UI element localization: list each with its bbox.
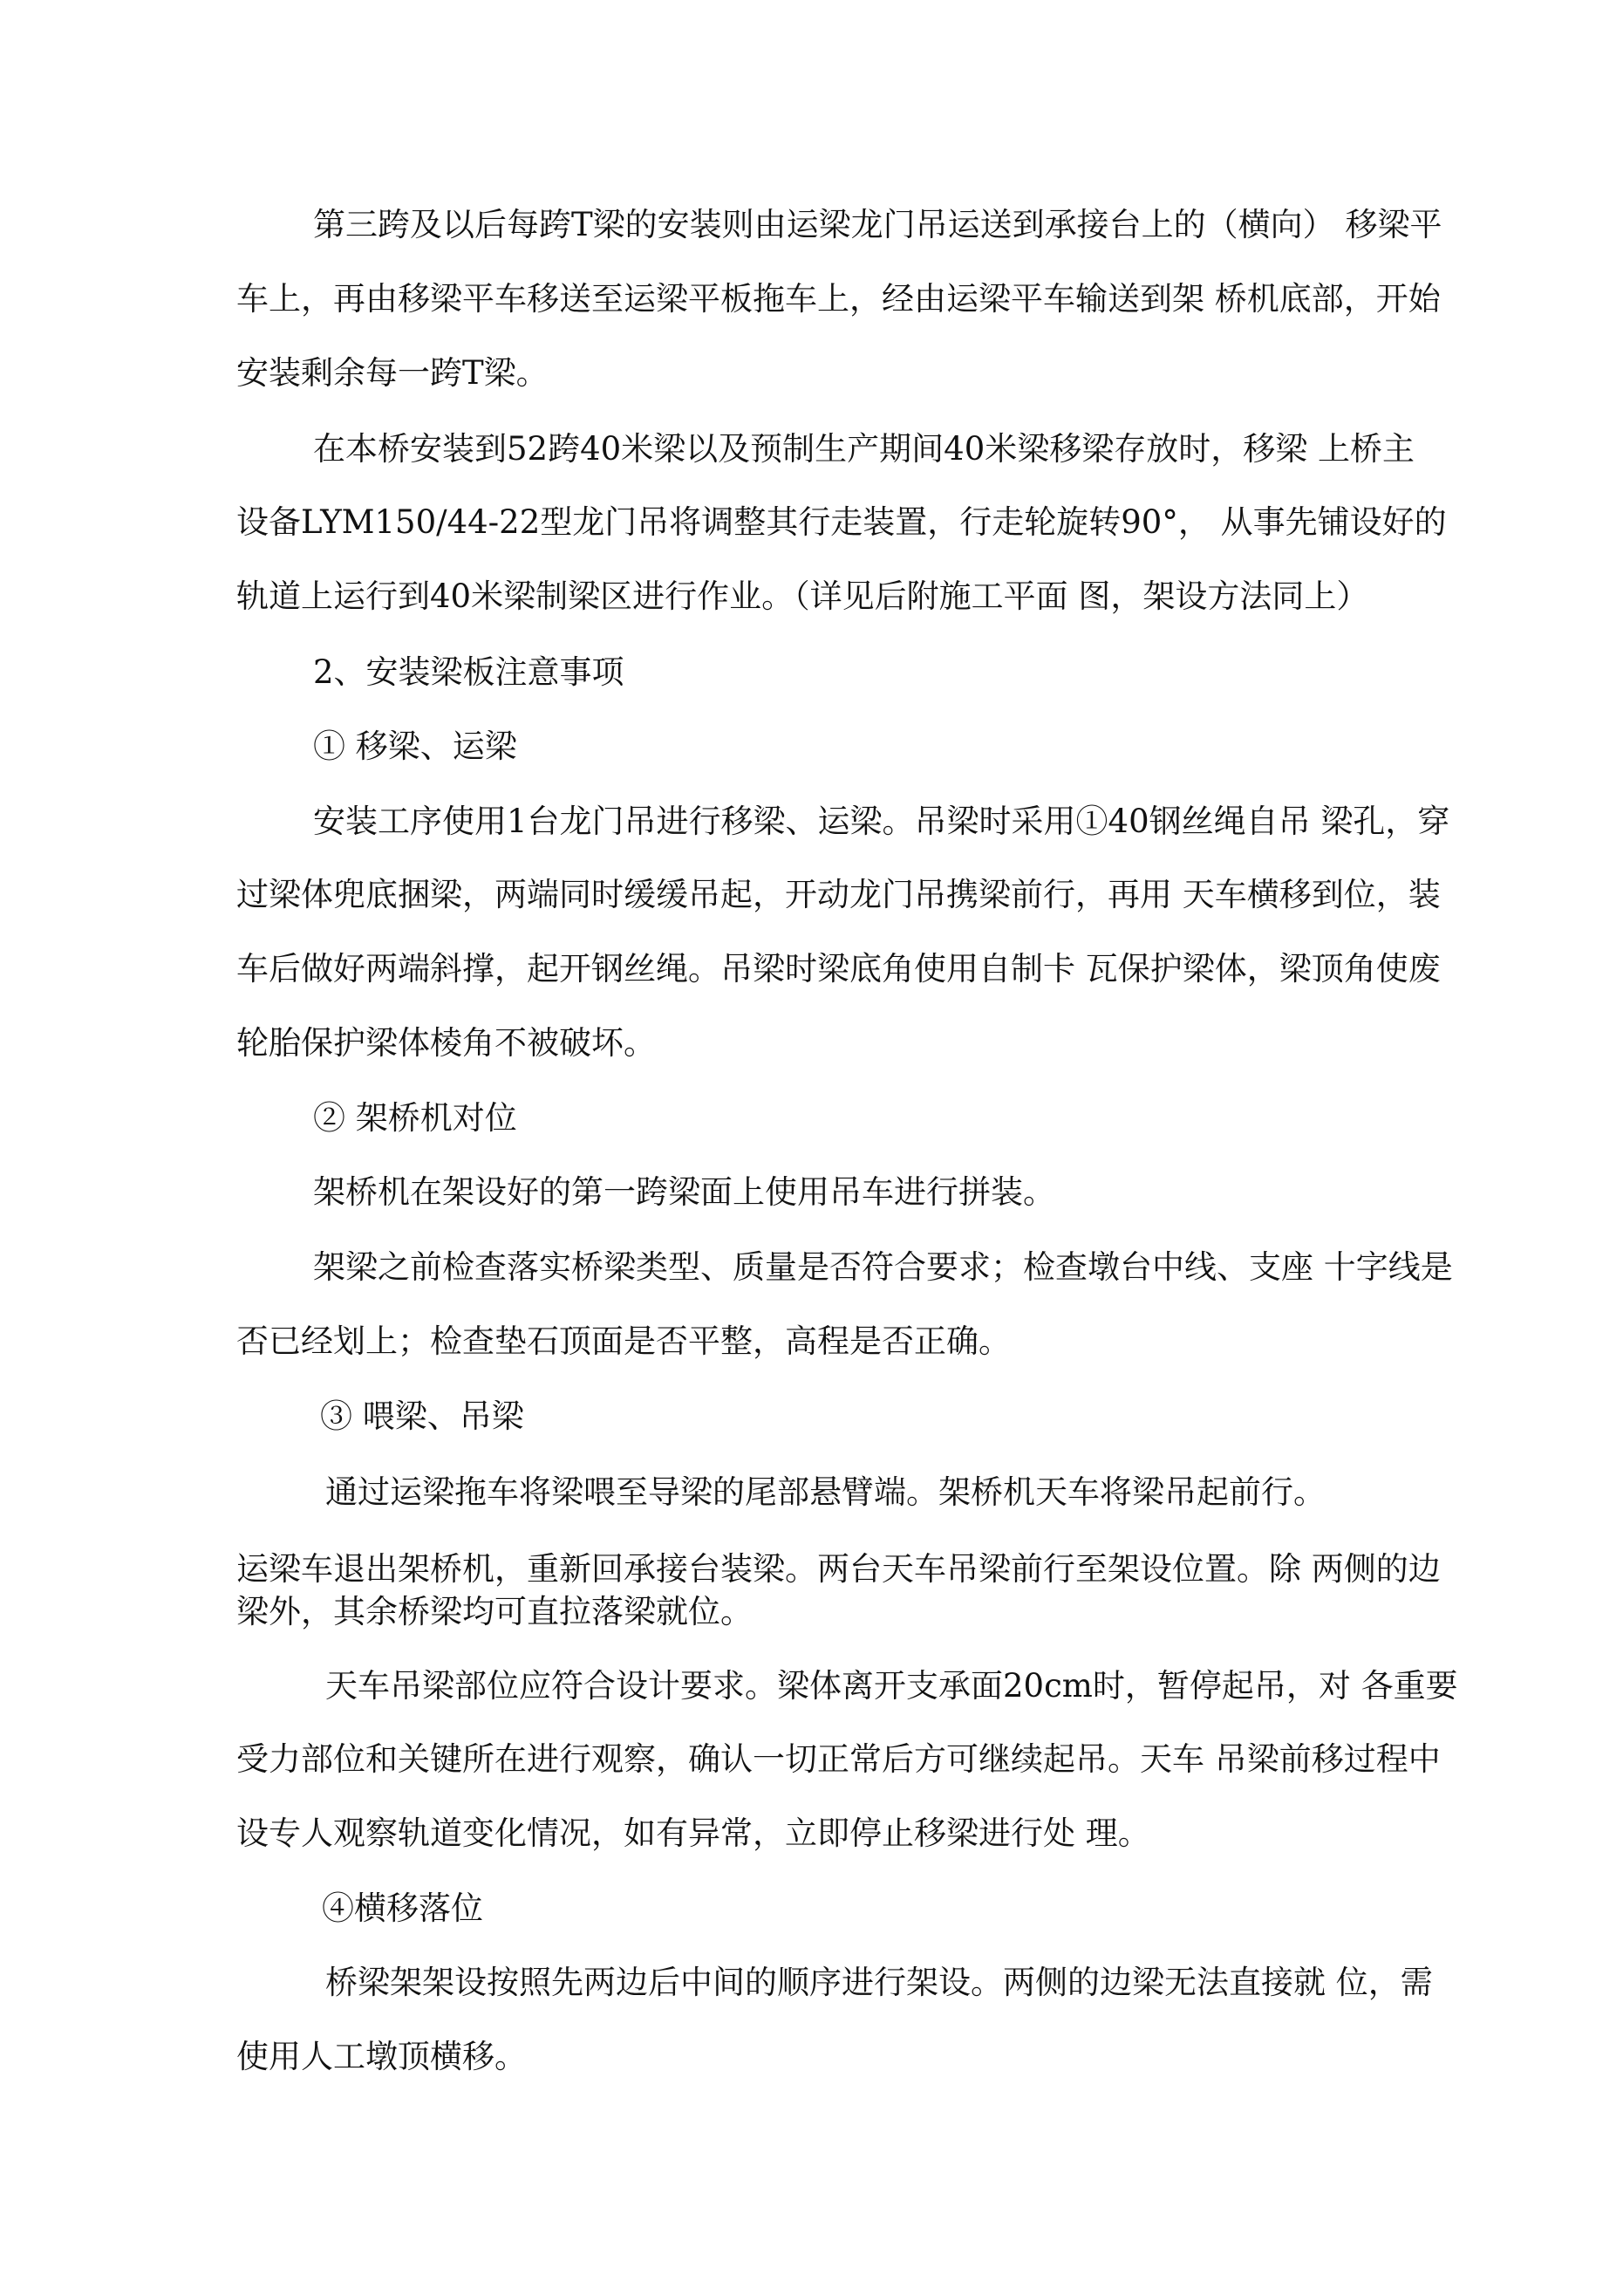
text-line: 车后做好两端斜撑，起开钢丝绳。吊梁时梁底角使用自制卡 瓦保护梁体，梁顶角使废 xyxy=(236,950,1441,987)
subsection-heading: ③ 喂梁、吊梁 xyxy=(320,1397,524,1435)
text-line: 过梁体兜底捆梁，两端同时缓缓吊起，开动龙门吊携梁前行，再用 天车横移到位，装 xyxy=(236,876,1441,913)
text-line: 设备LYM150/44-22型龙门吊将调整其行走装置，行走轮旋转90°， 从事先铺设好的 xyxy=(236,503,1447,541)
text-line: 通过运梁拖车将梁喂至导梁的尾部悬臂端。架桥机天车将梁吊起前行。 xyxy=(325,1473,1326,1511)
text-line: 轮胎保护梁体棱角不被破坏。 xyxy=(236,1024,656,1062)
text-line: 安装剩余每一跨T梁。 xyxy=(236,354,549,392)
text-line: 梁外，其余桥梁均可直拉落梁就位。 xyxy=(236,1593,753,1630)
section-heading: 2、安装梁板注意事项 xyxy=(313,653,624,691)
text-line: 使用人工墩顶横移。 xyxy=(236,2038,527,2075)
text-line: 第三跨及以后每跨T梁的安装则由运梁龙门吊运送到承接台上的（横向） 移梁平 xyxy=(313,206,1442,243)
subsection-heading: ④横移落位 xyxy=(322,1889,483,1927)
text-line: 天车吊梁部位应符合设计要求。梁体离开支承面20cm时，暂停起吊，对 各重要 xyxy=(325,1667,1458,1705)
text-line: 在本桥安装到52跨40米梁以及预制生产期间40米梁移梁存放时，移梁 上桥主 xyxy=(313,430,1415,468)
text-line: 安装工序使用1台龙门吊进行移梁、运梁。吊梁时采用①40钢丝绳自吊 梁孔，穿 xyxy=(313,803,1450,840)
subsection-heading: ① 移梁、运梁 xyxy=(313,728,517,765)
text-line: 架桥机在架设好的第一跨梁面上使用吊车进行拼装。 xyxy=(313,1173,1055,1211)
text-line: 轨道上运行到40米梁制梁区进行作业。（详见后附施工平面 图，架设方法同上） xyxy=(236,577,1369,615)
text-line: 否已经划上；检查垫石顶面是否平整，高程是否正确。 xyxy=(236,1322,1011,1360)
text-line: 车上，再由移梁平车移送至运梁平板拖车上，经由运梁平车输送到架 桥机底部，开始 xyxy=(236,280,1441,318)
text-line: 设专人观察轨道变化情况，如有异常，立即停止移梁进行处 理。 xyxy=(236,1814,1150,1852)
text-line: 架梁之前检查落实桥梁类型、质量是否符合要求；检查墩台中线、支座 十字线是 xyxy=(313,1248,1453,1286)
text-line: 桥梁架架设按照先两边后中间的顺序进行架设。两侧的边梁无法直接就 位，需 xyxy=(325,1964,1433,2001)
text-line: 运梁车退出架桥机，重新回承接台装梁。两台天车吊梁前行至架设位置。除 两侧的边 xyxy=(236,1550,1441,1588)
text-line: 受力部位和关键所在进行观察，确认一切正常后方可继续起吊。天车 吊梁前移过程中 xyxy=(236,1740,1441,1778)
subsection-heading: ② 架桥机对位 xyxy=(313,1099,517,1137)
